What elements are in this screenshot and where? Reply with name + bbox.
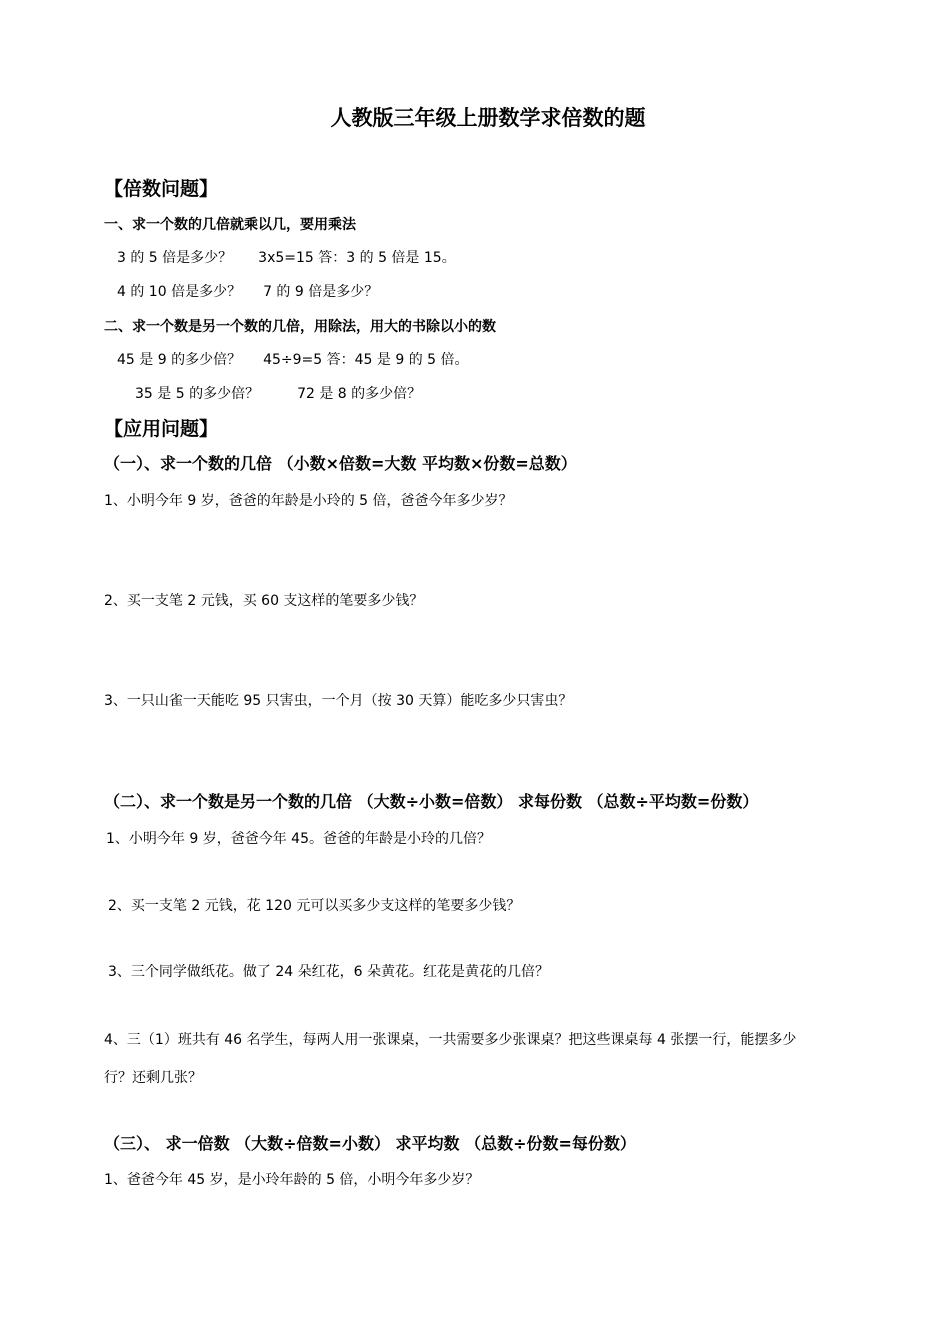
section-heading-applications: 【应用问题】	[104, 418, 219, 440]
rule-heading-divide: 二、求一个数是另一个数的几倍，用除法，用大的书除以小的数	[104, 319, 496, 335]
question-item: 2、买一支笔 2 元钱，花 120 元可以买多少支这样的笔要多少钱？	[108, 898, 521, 914]
question-item: 1、小明今年 9 岁，爸爸今年 45。爸爸的年龄是小玲的几倍？	[106, 831, 491, 847]
question-item: 3、一只山雀一天能吃 95 只害虫，一个月（按 30 天算）能吃多少只害虫？	[104, 693, 573, 709]
example-line-1	[117, 248, 456, 268]
example-question: 45 是 9 的多少倍？	[117, 352, 242, 368]
question-item: 2、买一支笔 2 元钱，买 60 支这样的笔要多少钱？	[104, 593, 424, 609]
example-line-2	[117, 350, 469, 370]
rule-heading-multiply: 一、求一个数的几倍就乘以几，要用乘法	[104, 217, 356, 233]
subsection-heading-3: （三）、 求一倍数 （大数÷倍数=小数） 求平均数 （总数÷份数=每份数）	[104, 1134, 636, 1153]
section-heading-multiples: 【倍数问题】	[104, 178, 219, 200]
subsection-heading-1: （一）、求一个数的几倍 （小数×倍数=大数 平均数×份数=总数）	[104, 454, 577, 473]
practice-question: 4 的 10 倍是多少？	[117, 284, 242, 300]
example-answer: 3x5=15 答：3 的 5 倍是 15。	[258, 250, 456, 266]
practice-question: 72 是 8 的多少倍？	[297, 386, 422, 402]
page-title: 人教版三年级上册数学求倍数的题	[330, 106, 646, 130]
example-answer: 45÷9=5 答：45 是 9 的 5 倍。	[263, 352, 469, 368]
practice-line-1	[117, 282, 378, 302]
question-item: 3、三个同学做纸花。做了 24 朵红花，6 朵黄花。红花是黄花的几倍？	[108, 964, 549, 980]
practice-line-2	[135, 384, 421, 404]
example-question: 3 的 5 倍是多少？	[117, 250, 233, 266]
question-item: 1、小明今年 9 岁，爸爸的年龄是小玲的 5 倍，爸爸今年多少岁？	[104, 493, 513, 509]
question-item: 1、爸爸今年 45 岁，是小玲年龄的 5 倍，小明今年多少岁？	[104, 1172, 480, 1188]
question-item-continued: 行？还剩几张？	[104, 1070, 202, 1086]
subsection-heading-2: （二）、求一个数是另一个数的几倍 （大数÷小数=倍数） 求每份数 （总数÷平均数=份数）	[104, 792, 759, 811]
practice-question: 7 的 9 倍是多少？	[263, 284, 379, 300]
practice-question: 35 是 5 的多少倍？	[135, 386, 260, 402]
question-item: 4、三（1）班共有 46 名学生，每两人用一张课桌，一共需要多少张课桌？把这些课桌每 4 张摆一行，能摆多少	[104, 1032, 797, 1048]
